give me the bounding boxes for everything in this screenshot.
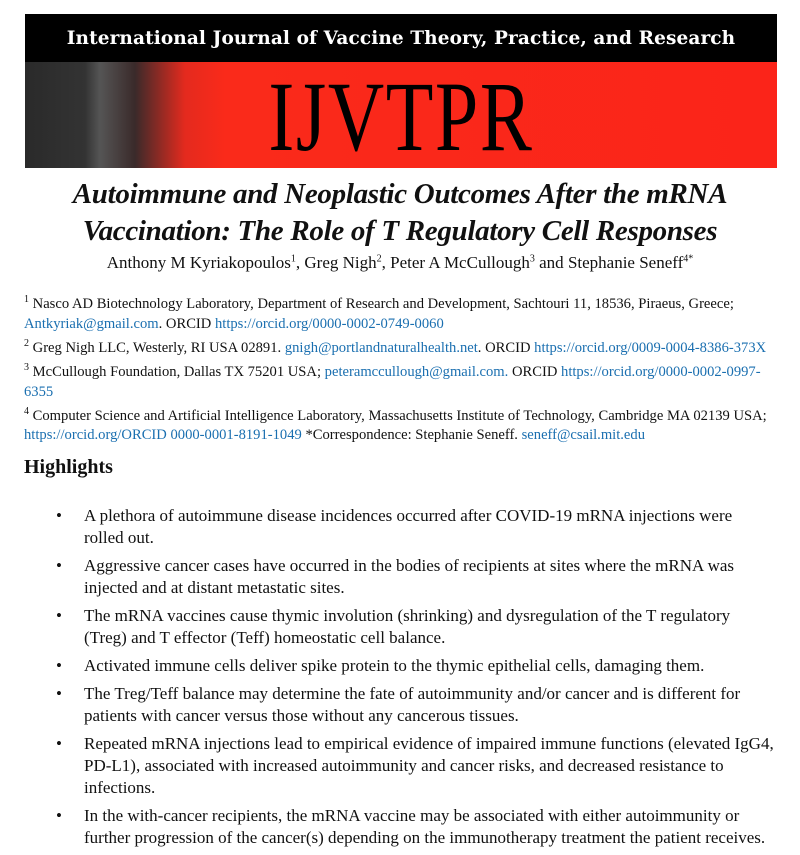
email-link[interactable]: gnigh@portlandnaturalhealth.net [284,339,478,356]
affiliation-number: 2 [24,337,29,349]
journal-logo-band [25,61,777,172]
email-link[interactable]: Antkyriak@gmail.com [24,315,159,332]
author-separator: and [534,253,568,272]
highlight-item [24,505,774,549]
affiliation [24,358,784,402]
highlights-list [24,505,774,855]
author-separator: , [381,253,391,272]
bullet-icon: • [56,556,62,575]
affiliation-text: McCullough Foundation, Dallas TX 75201 USA; [32,363,325,380]
author-name: Stephanie Seneff [567,253,684,272]
journal-banner [25,14,777,172]
title-line: Autoimmune and Neoplastic Outcomes After the mRNA [72,178,728,210]
bullet-icon: • [56,734,62,753]
bullet-icon: • [56,606,62,625]
affiliation-text: Greg Nigh LLC, Westerly, RI USA 02891. [32,339,285,356]
affiliation-text: . ORCID [158,315,215,332]
bullet-icon: • [56,684,62,703]
author-separator: , [295,253,305,272]
paper-title [0,176,800,250]
author-list [0,253,800,273]
highlights-heading: Highlights [24,456,113,478]
author-affiliation-number: 1 [290,253,296,265]
orcid-link[interactable]: https://orcid.org/0000-0002-0749-0060 [214,315,444,332]
bullet-icon: • [56,506,62,525]
author-affiliation-number: 4* [683,253,694,265]
title-line: Vaccination: The Role of T Regulatory Cell Responses [82,215,718,247]
affiliation-text: Computer Science and Artificial Intelligence Laboratory, Massachusetts Institute of Technology, Cambridge MA 02139 USA; [32,407,767,424]
affiliation-number: 1 [24,294,29,305]
author-name: Greg Nigh [304,253,377,272]
affiliation-text: ORCID [508,363,562,380]
affiliations [24,290,784,445]
affiliation-number: 3 [24,361,29,373]
author-name: Anthony M Kyriakopoulos [106,253,291,272]
highlight-text: Repeated mRNA injections lead to empirical evidence of impaired immune functions (elevated IgG4, PD-L1), associated with increased autoimmunity and cancer risks, and decreased resistance to infections. [84,734,774,797]
bullet-icon: • [56,656,62,675]
highlight-item [24,555,774,599]
highlight-text: The Treg/Teff balance may determine the fate of autoimmunity and/or cancer and is different for patients with cancer versus those without any cancerous tissues. [84,684,741,725]
highlight-text: Activated immune cells deliver spike protein to the thymic epithelial cells, damaging them. [84,656,705,675]
author-name: Peter A McCullough [390,253,530,272]
orcid-link[interactable]: https://orcid.org/0000-0002-0997-6355 [24,363,761,400]
affiliation-text: *Correspondence: Stephanie Seneff. [301,427,522,444]
orcid-link[interactable]: seneff@csail.mit.edu [521,427,646,444]
email-link[interactable]: peteramccullough@gmail.com. [324,363,509,380]
author-affiliation-number: 3 [529,253,535,265]
affiliation [24,290,784,334]
affiliation [24,402,784,446]
affiliation [24,334,784,358]
journal-name: International Journal of Vaccine Theory, Practice, and Research [25,14,777,62]
highlight-text: A plethora of autoimmune disease incidences occurred after COVID-19 mRNA injections were rolled out. [84,506,733,547]
highlight-item [24,805,774,849]
highlight-text: In the with-cancer recipients, the mRNA vaccine may be associated with either autoimmunity or further progression of the cancer(s) depending on the immunotherapy treatment the patient receives. [84,806,766,847]
affiliation-number: 4 [24,405,29,417]
affiliation-text: . ORCID [477,339,535,356]
highlight-item [24,605,774,649]
highlight-item [24,683,774,727]
orcid-link[interactable]: https://orcid.org/0009-0004-8386-373X [534,339,767,356]
highlight-text: Aggressive cancer cases have occurred in the bodies of recipients at sites where the mRNA was injected and at distant metastatic sites. [84,556,735,597]
author-affiliation-number: 2 [376,253,382,265]
highlight-text: The mRNA vaccines cause thymic involution (shrinking) and dysregulation of the T regulatory (Treg) and T effector (Teff) homeostatic cell balance. [84,606,731,647]
highlight-item [24,733,774,799]
email-link[interactable]: https://orcid.org/ORCID 0000-0001-8191-1049 [24,427,302,444]
journal-logo: IJVTPR [268,61,534,172]
bullet-icon: • [56,806,62,825]
highlight-item [24,655,774,677]
affiliation-text: Nasco AD Biotechnology Laboratory, Department of Research and Development, Sachtouri 11, 18536, Piraeus, Greece; [32,295,734,312]
